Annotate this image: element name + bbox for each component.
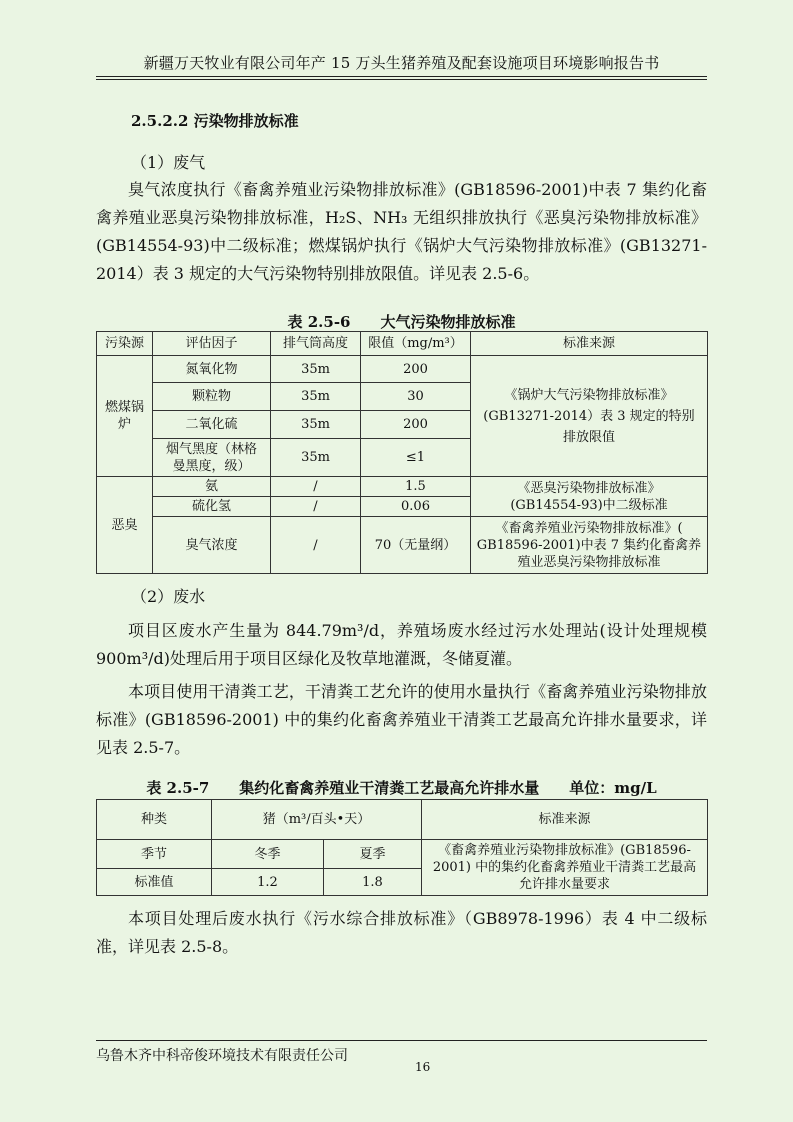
- table2-caption: 表 2.5-7 集约化畜禽养殖业干清粪工艺最高允许排水量 单位：mg/L: [146, 779, 657, 797]
- header-cell: 标准来源: [471, 332, 708, 356]
- table-row: [97, 840, 708, 869]
- label-cell: 标准值: [97, 869, 212, 896]
- factor-cell: 硫化氢: [153, 497, 271, 517]
- table-header-row: [97, 800, 708, 840]
- standard-cell: 《畜禽养殖业污染物排放标准》( GB18596-2001)中表 7 集约化畜禽养殖业恶臭污染物排放标准: [471, 517, 708, 574]
- header-rule: [96, 76, 707, 80]
- height-cell: 35m: [271, 356, 361, 383]
- limit-cell: 0.06: [361, 497, 471, 517]
- water-volume-table: [96, 799, 708, 896]
- height-cell: /: [271, 517, 361, 574]
- table-row: [97, 356, 708, 383]
- header-cell: 标准来源: [422, 800, 708, 840]
- height-cell: 35m: [271, 383, 361, 411]
- section-heading: 2.5.2.2 污染物排放标准: [131, 112, 299, 130]
- value-cell: 夏季: [324, 840, 422, 869]
- value-cell: 冬季: [212, 840, 324, 869]
- factor-cell: 氨: [153, 477, 271, 497]
- limit-cell: 200: [361, 411, 471, 439]
- source-cell: 恶臭: [97, 477, 153, 574]
- value-cell: 1.8: [324, 869, 422, 896]
- header-cell: 评估因子: [153, 332, 271, 356]
- standard-cell: 《恶臭污染物排放标准》(GB14554-93)中二级标准: [471, 477, 708, 517]
- limit-cell: 70（无量纲）: [361, 517, 471, 574]
- water-paragraph-2: 本项目使用干清粪工艺，干清粪工艺允许的使用水量执行《畜禽养殖业污染物排放标准》(GB18596-2001) 中的集约化畜禽养殖业干清粪工艺最高允许排水量要求，详见表 2.5-7。: [96, 682, 707, 757]
- water-heading: （2）废水: [131, 587, 206, 606]
- limit-cell: ≤1: [361, 439, 471, 477]
- factor-cell: 氮氧化物: [153, 356, 271, 383]
- factor-cell: 颗粒物: [153, 383, 271, 411]
- header-cell: 污染源: [97, 332, 153, 356]
- gas-heading: （1）废气: [131, 153, 206, 172]
- standard-cell: 《锅炉大气污染物排放标准》(GB13271-2014）表 3 规定的特别排放限值: [471, 356, 708, 477]
- header-cell: 排气筒高度: [271, 332, 361, 356]
- standard-cell: 《畜禽养殖业污染物排放标准》(GB18596-2001) 中的集约化畜禽养殖业干清粪工艺最高允许排水量要求: [422, 840, 708, 896]
- height-cell: 35m: [271, 411, 361, 439]
- table-header-row: [97, 332, 708, 356]
- table1-caption: 表 2.5-6 大气污染物排放标准: [287, 313, 516, 331]
- height-cell: /: [271, 497, 361, 517]
- value-cell: 1.2: [212, 869, 324, 896]
- header-cell: 限值（mg/m³）: [361, 332, 471, 356]
- factor-cell: 烟气黑度（林格曼黑度，级）: [153, 439, 271, 477]
- water-paragraph-1: 项目区废水产生量为 844.79m³/d，养殖场废水经过污水处理站(设计处理规模 900m³/d)处理后用于项目区绿化及牧草地灌溉，冬储夏灌。: [96, 621, 707, 668]
- factor-cell: 二氧化硫: [153, 411, 271, 439]
- height-cell: /: [271, 477, 361, 497]
- source-cell: 燃煤锅炉: [97, 356, 153, 477]
- header-cell: 种类: [97, 800, 212, 840]
- header-cell: 猪（m³/百头•天）: [212, 800, 422, 840]
- factor-cell: 臭气浓度: [153, 517, 271, 574]
- air-pollutant-table: [96, 331, 708, 574]
- water-paragraph-3: 本项目处理后废水执行《污水综合排放标准》（GB8978-1996）表 4 中二级标准，详见表 2.5-8。: [96, 909, 707, 956]
- page-number: 16: [415, 1060, 431, 1074]
- footer-company: 乌鲁木齐中科帝俊环境技术有限责任公司: [96, 1048, 348, 1064]
- page-header-title: 新疆万天牧业有限公司年产 15 万头生猪养殖及配套设施项目环境影响报告书: [143, 54, 660, 72]
- limit-cell: 30: [361, 383, 471, 411]
- gas-paragraph: 臭气浓度执行《畜禽养殖业污染物排放标准》(GB18596-2001)中表 7 集约化畜禽养殖业恶臭污染物排放标准，H₂S、NH₃ 无组织排放执行《恶臭污染物排放标准》(GB14554-93)中二级标准；燃煤锅炉执行《锅炉大气污染物排放标准》(GB13271-2014）表 3 规定的大气污染物特别排放限值。详见表 2.5-6。: [96, 180, 707, 283]
- limit-cell: 200: [361, 356, 471, 383]
- table-row: [97, 517, 708, 574]
- footer-rule: [96, 1040, 707, 1041]
- table-row: [97, 477, 708, 497]
- height-cell: 35m: [271, 439, 361, 477]
- label-cell: 季节: [97, 840, 212, 869]
- limit-cell: 1.5: [361, 477, 471, 497]
